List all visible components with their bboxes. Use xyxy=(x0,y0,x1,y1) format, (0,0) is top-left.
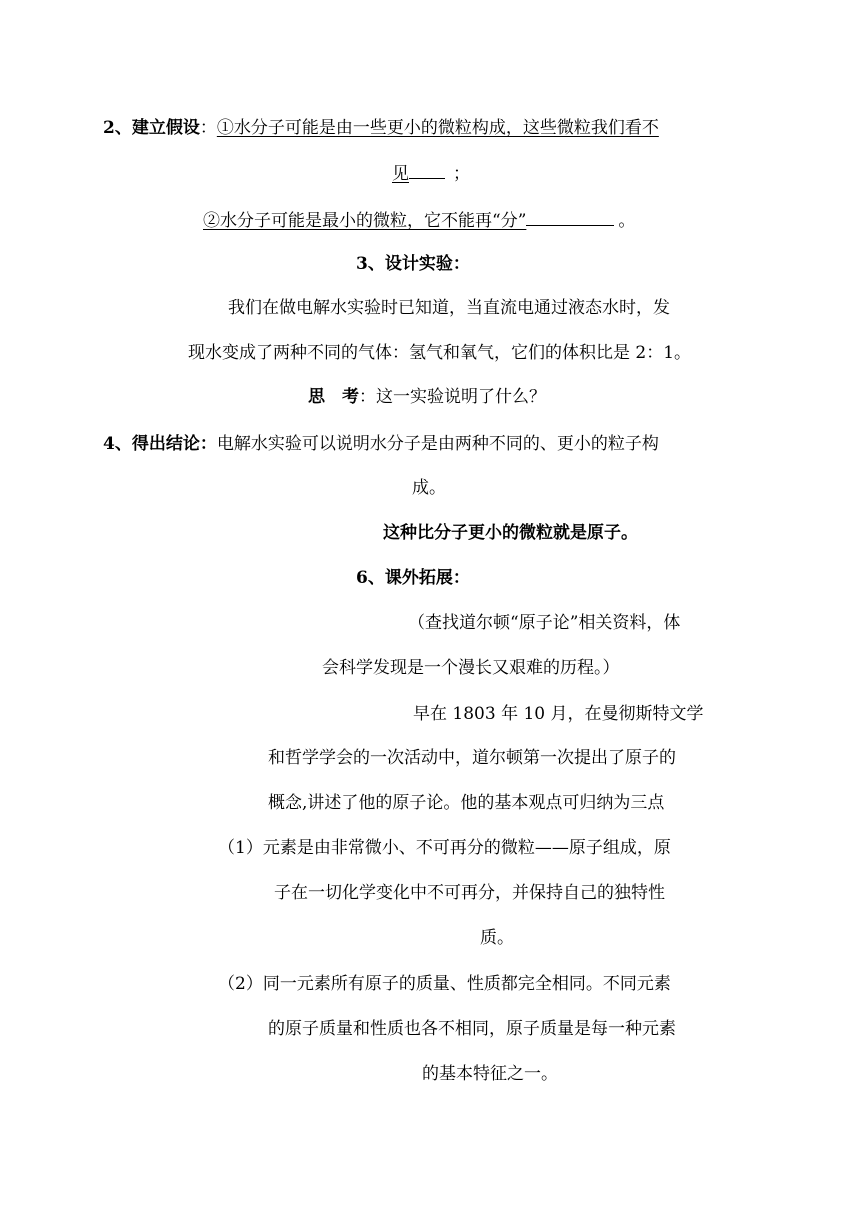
conclusion-line-1 xyxy=(103,433,659,455)
point-1-line-1: （1）元素是由非常微小、不可再分的微粒——原子组成，原 xyxy=(218,838,671,858)
dalton-paragraph-line-3: 概念,讲述了他的原子论。他的基本观点可归纳为三点 xyxy=(268,793,665,813)
experiment-paragraph-line-2: 现水变成了两种不同的气体：氢气和氧气，它们的体积比是 2：1。 xyxy=(188,343,692,363)
dalton-paragraph-line-2: 和哲学学会的一次活动中，道尔顿第一次提出了原子的 xyxy=(268,748,676,768)
hypothesis-2-text: ②水分子可能是最小的微粒，它不能再“分” xyxy=(203,211,527,231)
think-label: 思 考 xyxy=(308,387,359,407)
hypothesis-2-period: 。 xyxy=(618,211,636,231)
extension-note-line-1: （查找道尔顿“原子论”相关资料，体 xyxy=(408,613,681,633)
experiment-paragraph-line-1: 我们在做电解水实验时已知道，当直流电通过液态水时，发 xyxy=(228,298,670,318)
extension-note-line-2: 会科学发现是一个漫长又艰难的历程。） xyxy=(322,658,620,678)
hypothesis-colon: ： xyxy=(199,118,217,138)
fill-blank-2 xyxy=(526,207,614,226)
point-2-line-1: （2）同一元素所有原子的质量、性质都完全相同。不同元素 xyxy=(218,974,671,994)
point-2-line-3: 的基本特征之一。 xyxy=(422,1064,558,1084)
point-1-line-3: 质。 xyxy=(480,928,514,948)
hypothesis-1-semicolon: ； xyxy=(453,164,470,184)
atom-definition: 这种比分子更小的微粒就是原子。 xyxy=(383,523,638,543)
hypothesis-heading: 2、建立假设 xyxy=(103,118,200,138)
conclusion-heading: 4、得出结论： xyxy=(103,434,217,454)
point-1-line-2: 子在一切化学变化中不可再分，并保持自己的独特性 xyxy=(274,883,665,903)
hypothesis-line-1 xyxy=(103,117,659,139)
conclusion-text: 电解水实验可以说明水分子是由两种不同的、更小的粒子构 xyxy=(216,434,659,454)
think-line xyxy=(308,386,546,408)
think-question: ：这一实验说明了什么？ xyxy=(359,387,546,407)
hypothesis-line-3 xyxy=(203,207,635,232)
dalton-paragraph-line-1: 早在 1803 年 10 月，在曼彻斯特文学 xyxy=(413,704,704,724)
point-2-line-2: 的原子质量和性质也各不相同，原子质量是每一种元素 xyxy=(268,1019,676,1039)
experiment-heading: 3、设计实验： xyxy=(356,254,470,274)
hypothesis-1-text: ①水分子可能是由一些更小的微粒构成，这些微粒我们看不 xyxy=(216,118,659,138)
hypothesis-1-text-end: 见 xyxy=(392,164,409,184)
conclusion-line-2: 成。 xyxy=(412,478,446,498)
hypothesis-line-2 xyxy=(392,160,470,185)
fill-blank-1 xyxy=(409,160,445,179)
extension-heading: 6、课外拓展： xyxy=(356,568,470,588)
